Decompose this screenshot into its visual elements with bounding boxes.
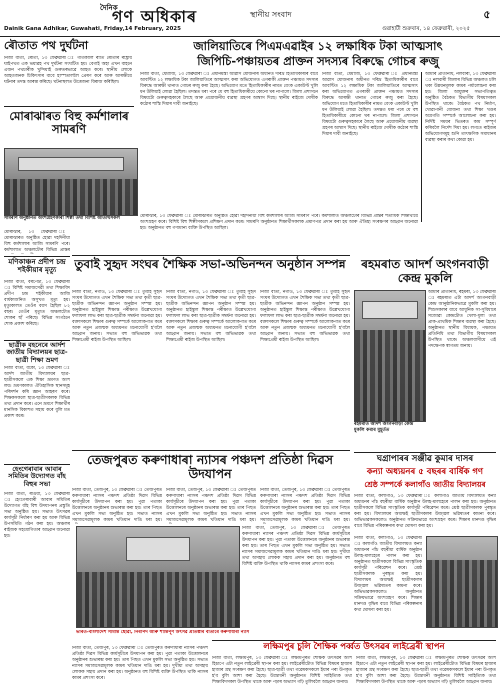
tubai-headline: তুবাই সুহৃদ সংঘৰ শৈক্ষিক সভা-অভিনন্দন অনুষ্ঠান সম্পন্ন [74,257,346,271]
ghograpar-headline: ঘগ্ৰাপাৰৰ সঞ্জীৱ কুমাৰ দাসৰ [376,454,474,464]
workshop-body-cont: মোৰাঝাৰ, ১৩ ফেব্ৰুৱাৰী ঃ মোৰাঝাৰত অনুষ্ঠিত হোৱা দহদিনীয়া বিহু কৰ্মশালাৰ আজি সামৰণি পৰে। কৰ্মশালাত অঞ্চলটোৰ বিভিন্ন প্ৰান্তৰ শতাধিক শিক্ষাৰ্থীয়ে অংশগ্ৰহণ কৰে। বিশিষ্ট বিহু শিল্পীসকলে প্ৰশিক্ষণ প্ৰদান কৰে। সামৰণি অনুষ্ঠানত শিক্ষাৰ্থীসকলক প্ৰমাণপত্ৰ প্ৰদান কৰা হয় আৰু ঐতিহ্য সংৰক্ষণৰ আহ্বান জনোৱা হয়। অনুষ্ঠানত বহু গণ্যমান্য ব্যক্তি উপস্থিত আছিল। [140,214,418,231]
kanya-body-cont: নিজা বাৰ্তা, কলাগাঁও, ১৩ ফেব্ৰুৱাৰী ঃ কলাগাঁও জাতীয় বিদ্যালয়ত কন্যা অধ্যয়নৰ পাঁচ বছৰীয়া বাৰ্ষিক অনুষ্ঠান উলহ-মালহেৰে পালন কৰা হয়। অনুষ্ঠানত ছাত্ৰীসকলে বিভিন্ন সাংস্কৃতিক কাৰ্যসূচী পৰিৱেশন কৰে। শ্ৰেষ্ঠ ছাত্ৰীসকলক পুৰস্কৃত কৰা হয়। বিদ্যালয়ৰ অধ্যক্ষই ছাত্ৰীসকলৰ উজ্জ্বল ভৱিষ্যতৰ কামনা কৰে। অভিভাৱকসকলেও অনুষ্ঠানত সক্ৰিয়ভাৱে অংশগ্ৰহণ কৰে। শিক্ষাৰ মানদণ্ড বৃদ্ধিৰ বাবে বিভিন্ন পৰিকল্পনাৰ কথা ঘোষণা কৰা হয়। [354,536,422,613]
leftcol-a-body: নিজা বাৰ্তা, বৰপেটা, ১৩ ফেব্ৰুৱাৰী ঃ বিশিষ্ট সমাজসেৱী তথা শিক্ষাবিদ প্ৰদীপ চন্দ্ৰ শইকীয়াৰ আজি বাৰ্ধক্যজনিত অসুখত মৃত্যু হয়। মৃত্যুকালত তেওঁৰ বয়স হৈছিল ৮২ বছৰ। তেওঁৰ মৃত্যুত অঞ্চলটোত শোকৰ ছাঁ পৰিছে। বিভিন্ন সংগঠনে শোক প্ৰকাশ কৰিছে। [4,280,70,327]
divider [212,640,496,641]
right-column-body: আমাৰ প্ৰতিনিধি, নলবাৰী, ১৩ ফেব্ৰুৱাৰী ঃ নলবাৰী জিলাৰ বিভিন্ন অঞ্চলত চলি থকা উন্নয়নমূলক কামৰ পৰ্যালোচনা কৰা হয়। জিলা আয়ুক্তৰ সভাপতিত্বত অনুষ্ঠিত বৈঠকত বিভাগীয় বিষয়াসকল উপস্থিত থাকে। বৈঠকত পথ নিৰ্মাণ, খোৱাপানী যোজনা তথা শিক্ষা খণ্ডৰ অগ্ৰগতি সম্পৰ্কে আলোচনা কৰা হয়। নিৰ্দিষ্ট সময়ৰ ভিতৰত কাম সম্পূৰ্ণ কৰিবলৈ নিৰ্দেশ দিয়া হয়। লগতে ৰাইজৰ অভিযোগসমূহ শুনি তাৎক্ষণিক সমাধানৰ ব্যৱস্থা কৰাৰ কথা কোৱা হয়। [425,72,496,143]
leftcol-b-body: নিজা বাৰ্তা, বকো, ১৩ ফেব্ৰুৱাৰী ঃ আৰ্দশ জাতীয় বিদ্যালয়ৰ ছাত্ৰ-ছাত্ৰীসকলে এক শিক্ষা ভ্ৰমণত অংশ লয়। ভ্ৰমণকালত ঐতিহাসিক স্থানসমূহ পৰিদৰ্শন কৰি জ্ঞান আহৰণ কৰে। শিক্ষকসকলে ছাত্ৰ-ছাত্ৰীসকলক বিভিন্ন তথ্য প্ৰদান কৰে। এনে ভ্ৰমণে শিক্ষাৰ্থীৰ মানসিক বিকাশত সহায় কৰে বুলি মত প্ৰকাশ কৰে। [4,366,70,419]
divider [4,256,70,257]
leftcol-b-headline: ছাত্ৰীক বহনেৰে আৰ্দশ জাতীয় বিদ্যালয়ৰ ছাত্ৰ-ছাত্ৰী শিক্ষা ভ্ৰমণ [6,341,68,364]
tejpur-headline: তেজপুৰত কৰুণাধাৰা ন্যাসৰ পঞ্চদশ প্ৰতিষ্ঠা দিৱস উদযাপন [86,452,334,482]
column-divider [421,72,422,222]
tubai-body-cont: নিজা বাৰ্তা, নগাঁও, ১৩ ফেব্ৰুৱাৰী ঃ তুবাই সুহৃদ সংঘৰ উদ্যোগত এখন শৈক্ষিক সভা তথা কৃতী ছাত্ৰ-ছাত্ৰীক অভিনন্দন জ্ঞাপন অনুষ্ঠান সম্পন্ন হয়। অনুষ্ঠানত হাইস্কুল শিক্ষান্ত পৰীক্ষাত উল্লেখযোগ্য ফলাফল লাভ কৰা ছাত্ৰ-ছাত্ৰীক সম্বৰ্ধনা জনোৱা হয়। বক্তাসকলে শিক্ষাৰ গুৰুত্ব সম্পৰ্কে আলোকপাত কৰে আৰু নতুন প্ৰজন্মক অধ্যয়নত মনোযোগী হ'বলৈ আহ্বান জনায়। সভাত বহু অভিভাৱক তথা শিক্ষাপ্ৰেমী ৰাইজ উপস্থিত আছিল। [166,290,256,343]
section-label: স্থানীয় সংবাদ [250,10,292,19]
accident-body: নিজা বাৰ্তা, ৰৌতা, ১৩ ফেব্ৰুৱাৰী ঃ গতিকালি ৰাতি ৰৌতাৰ ৰাষ্ট্ৰীয় ঘাইপথত এক ভয়াৱহ পথ দুৰ্ঘটনা সংঘটিত হয়। বেগাই অহা এখন বাহনে এজন পথচাৰীক খুন্দিয়াই গুৰুতৰভাৱে আহত কৰে। স্থানীয় লোকে আহতজনক চিকিৎসাৰ বাবে হাস্পতাললৈ প্ৰেৰণ কৰে আৰু আৰক্ষীয়ে ঘটনাৰ তদন্ত আৰম্ভ কৰিছে। ঘটনাস্থলত উত্তেজনা বিৰাজ কৰিছিল। [4,56,132,85]
newspaper-title: গণ অধিকাৰ [112,7,197,26]
kanya-headline: কন্যা অধ্যয়নৰ ৫ বছৰৰ বাৰ্ষিক গণ [366,467,484,477]
masthead-prefix: দৈনিক [100,4,118,12]
anganwadi-body: আমাৰ প্ৰতিনিধি, ৰহমৰা, ১৩ ফেব্ৰুৱাৰী ঃ ৰহমৰাত এটা আদৰ্শ অংগনবাড়ী কেন্দ্ৰ আনুষ্ঠানিকভাৱে মুকলি কৰা হয়। শিশুসকলৰ বাবে আধুনিক সা-সুবিধাৰে সজোৱা কেন্দ্ৰটোত খেলা-ধূলা তথা প্ৰাক-প্ৰাথমিক শিক্ষাৰ ব্যৱস্থা কৰা হৈছে। অনুষ্ঠানত স্থানীয় বিধায়ক, পঞ্চায়ত প্ৰতিনিধি তথা বিভাগীয় বিষয়াসকল উপস্থিত থাকে। অঞ্চলবাসীয়ে এই পদক্ষেপক স্বাগতম জনায়। [428,290,496,349]
leftcol-c-headline: হেংগেৰাবাৰ আবাৰ সমিতিৰ উদ্যোগত বাঁহ বিহুৰ সভা [8,465,66,488]
tejpur-caption: ভাৰত-বাংলাদেশ সীমান্ত ছোঁৱা, নিৰাপদ আৰু শান্তিপূৰ্ণ উৎসৱ প্ৰতিষ্ঠাৰ বাৰ্তাৰে কৰুণাধাৰা ন্যাস [76,630,250,635]
jaliyati-headline-2: জিপিচি-পঞ্চায়তৰ প্ৰাক্তন সদস্যৰ বিৰুদ্ধে গোচৰ ৰুজু [197,54,439,68]
library-headline: লক্ষিমপুৰ চুলি শৈক্ষিক পৰ্ব্বত উৎসৱৰ লাইব্ৰেৰী স্থাপন [263,642,445,652]
workshop-headline: মোৰাঝাৰত বিহু কৰ্মশালাৰ সামৰণি [9,109,129,136]
library-body: নিজা বাৰ্তা, লক্ষীমপুৰ, ১৩ ফেব্ৰুৱাৰী ঃ লক্ষীমপুৰত শৈক্ষিক উৎসৱৰ অংশ হিচাপে এটা নতুন লাইব্ৰেৰী স্থাপন কৰা হয়। লাইব্ৰেৰীটোত বিভিন্ন বিষয়ৰ হাজাৰ হাজাৰ গ্ৰন্থ সংৰক্ষণ কৰা হৈছে। ছাত্ৰ-ছাত্ৰী তথা গৱেষকসকলে ইয়াৰ পৰা উপকৃত হ'ব বুলি আশা কৰা হৈছে। উদ্বোধনী অনুষ্ঠানত বিশিষ্ট সাহিত্যিক তথা শিক্ষাবিদসকল উপস্থিত থাকে আৰু পঢ়াৰ অভ্যাস গঢ়ি তুলিবলৈ আহ্বান জনায়। [212,656,352,685]
anganwadi-photo [354,290,426,422]
leftcol-c-body: নিজা বাৰ্তা, ৰঙিয়া, ১৩ ফেব্ৰুৱাৰী ঃ হেংগেৰাবাৰী আবাৰ সমিতিৰ উদ্যোগত বাঁহ বিহু উদযাপনৰ প্ৰস্তুতি সভা অনুষ্ঠিত হয়। সভাত উৎসৱৰ কাৰ্যসূচী নিৰ্ধাৰণ কৰা হয় আৰু বিভিন্ন উপসমিতি গঠন কৰা হয়। অঞ্চলৰ ৰাইজক সহযোগিতাৰ আহ্বান জনোৱা হয়। [4,492,70,539]
library-body-cont: নিজা বাৰ্তা, লক্ষীমপুৰ, ১৩ ফেব্ৰুৱাৰী ঃ লক্ষীমপুৰত শৈক্ষিক উৎসৱৰ অংশ হিচাপে এটা নতুন লাইব্ৰেৰী স্থাপন কৰা হয়। লাইব্ৰেৰীটোত বিভিন্ন বিষয়ৰ হাজাৰ হাজাৰ গ্ৰন্থ সংৰক্ষণ কৰা হৈছে। ছাত্ৰ-ছাত্ৰী তথা গৱেষকসকলে ইয়াৰ পৰা উপকৃত হ'ব বুলি আশা কৰা হৈছে। উদ্বোধনী অনুষ্ঠানত বিশিষ্ট সাহিত্যিক তথা শিক্ষাবিদসকল উপস্থিত থাকে আৰু পঢ়াৰ অভ্যাস গঢ়ি তুলিবলৈ আহ্বান জনায়। [356,656,496,685]
divider [4,106,134,107]
tubai-body-cont-2: নিজা বাৰ্তা, নগাঁও, ১৩ ফেব্ৰুৱাৰী ঃ তুবাই সুহৃদ সংঘৰ উদ্যোগত এখন শৈক্ষিক সভা তথা কৃতী ছাত্ৰ-ছাত্ৰীক অভিনন্দন জ্ঞাপন অনুষ্ঠান সম্পন্ন হয়। অনুষ্ঠানত হাইস্কুল শিক্ষান্ত পৰীক্ষাত উল্লেখযোগ্য ফলাফল লাভ কৰা ছাত্ৰ-ছাত্ৰীক সম্বৰ্ধনা জনোৱা হয়। বক্তাসকলে শিক্ষাৰ গুৰুত্ব সম্পৰ্কে আলোকপাত কৰে আৰু নতুন প্ৰজন্মক অধ্যয়নত মনোযোগী হ'বলৈ আহ্বান জনায়। সভাত বহু অভিভাৱক তথা শিক্ষাপ্ৰেমী ৰাইজ উপস্থিত আছিল। [260,290,350,343]
edition-line: Dainik Gana Adhikar, Guwahati, Friday,14 February, 2025 [4,26,181,32]
jaliyati-body-cont: নিজা বাৰ্তা, ধেমাজি, ১৩ ফেব্ৰুৱাৰী ঃ প্ৰধানমন্ত্ৰী আৱাস যোজনাৰ অধীনত দৰিদ্ৰ হিতাধিকাৰীৰ বাবে আবণ্টিত ১২ লক্ষাধিক টকা জালিয়াতিৰে আত্মসাৎ কৰা অভিযোগত এগৰাকী প্ৰাক্তন পঞ্চায়ত সদস্যৰ বিৰুদ্ধে আৰক্ষী থানাত গোচৰ ৰুজু কৰা হৈছে। অভিযোগ মতে হিতাধিকাৰীৰ নামত বেংক একাউণ্ট খুলি ধন উলিয়াই লোৱা হৈছিল। তদন্তত ধৰা পৰে যে বহু হিতাধিকাৰীয়ে কোনো ঘৰ নাপালে। জিলা প্ৰশাসনে বিষয়টো গুৰুত্বসহকাৰে লৈছে আৰু প্ৰয়োজনীয় ব্যৱস্থা গ্ৰহণৰ আশ্বাস দিছে। স্থানীয় ৰাইজে দোষীক কঠোৰ শাস্তি দিয়াৰ দাবী জনাইছে। [322,72,418,137]
divider [354,452,496,453]
masthead [0,0,500,37]
workshop-photo [4,148,138,216]
kanya-subheadline: শ্ৰেষ্ঠ সম্পৰ্কে কলাগাঁও জাতীয় বিদ্যালয়ৰ [364,480,486,489]
tejpur-body-cont-3: নিজা বাৰ্তা, তেজপুৰ, ১৩ ফেব্ৰুৱাৰী ঃ তেজপুৰত কৰুণাধাৰা ন্যাসৰ পঞ্চদশ প্ৰতিষ্ঠা দিৱস বিভিন্ন কাৰ্যসূচীৰে উদযাপন কৰা হয়। পুৱা পতাকা উত্তোলনৰে অনুষ্ঠানৰ শুভাৰম্ভ কৰা হয়। তাৰ পিছত এখন মুকলি সভা অনুষ্ঠিত হয়। সভাত ন্যাসৰ সমাজসেৱামূলক কামৰ খতিয়ান দাঙি ধৰা হয়। দুখীয়া তথা অসহায় লোকক সহায় প্ৰদান কৰা হয়। অনুষ্ঠানত বহু বিশিষ্ট ব্যক্তি উপস্থিত থাকি ন্যাসৰ কামৰ প্ৰশংসা কৰে। [242,526,350,567]
kanya-photo [426,536,498,628]
divider [72,255,350,256]
workshop-body: মোৰাঝাৰ, ১৩ ফেব্ৰুৱাৰী ঃ মোৰাঝাৰত অনুষ্ঠিত হোৱা দহদিনীয়া বিহু কৰ্মশালাৰ আজি সামৰণি পৰে। কৰ্মশালাত অঞ্চলটোৰ বিভিন্ন প্ৰান্তৰ [4,230,70,253]
workshop-caption: সামৰণি অনুষ্ঠানত অংশগ্ৰহণকাৰী শিল্পী তথা বিশিষ্ট অতিথিসকল [4,216,120,221]
page-number: ৫ [483,8,491,21]
tejpur-body-cont-4: নিজা বাৰ্তা, তেজপুৰ, ১৩ ফেব্ৰুৱাৰী ঃ তেজপুৰত কৰুণাধাৰা ন্যাসৰ পঞ্চদশ প্ৰতিষ্ঠা দিৱস বিভিন্ন কাৰ্যসূচীৰে উদযাপন কৰা হয়। পুৱা পতাকা উত্তোলনৰে অনুষ্ঠানৰ শুভাৰম্ভ কৰা হয়। তাৰ পিছত এখন মুকলি সভা অনুষ্ঠিত হয়। সভাত ন্যাসৰ সমাজসেৱামূলক কামৰ খতিয়ান দাঙি ধৰা হয়। দুখীয়া তথা অসহায় লোকক সহায় প্ৰদান কৰা হয়। অনুষ্ঠানত বহু বিশিষ্ট ব্যক্তি উপস্থিত থাকি ন্যাসৰ কামৰ প্ৰশংসা কৰে। [72,646,208,681]
leftcol-a-headline: মণিকাঞ্চন প্ৰদীপ চন্দ্ৰ শইকীয়াৰ মৃত্যু [8,258,66,275]
divider [72,450,350,451]
tejpur-body-cont: নিজা বাৰ্তা, তেজপুৰ, ১৩ ফেব্ৰুৱাৰী ঃ তেজপুৰত কৰুণাধাৰা ন্যাসৰ পঞ্চদশ প্ৰতিষ্ঠা দিৱস বিভিন্ন কাৰ্যসূচীৰে উদযাপন কৰা হয়। পুৱা পতাকা উত্তোলনৰে অনুষ্ঠানৰ শুভাৰম্ভ কৰা হয়। তাৰ পিছত এখন মুকলি সভা অনুষ্ঠিত হয়। সভাত ন্যাসৰ সমাজসেৱামূলক কামৰ খতিয়ান দাঙি ধৰা হয়। [166,488,256,523]
tubai-body: নিজা বাৰ্তা, নগাঁও, ১৩ ফেব্ৰুৱাৰী ঃ তুবাই সুহৃদ সংঘৰ উদ্যোগত এখন শৈক্ষিক সভা তথা কৃতী ছাত্ৰ-ছাত্ৰীক অভিনন্দন জ্ঞাপন অনুষ্ঠান সম্পন্ন হয়। অনুষ্ঠানত হাইস্কুল শিক্ষান্ত পৰীক্ষাত উল্লেখযোগ্য ফলাফল লাভ কৰা ছাত্ৰ-ছাত্ৰীক সম্বৰ্ধনা জনোৱা হয়। বক্তাসকলে শিক্ষাৰ গুৰুত্ব সম্পৰ্কে আলোকপাত কৰে আৰু নতুন প্ৰজন্মক অধ্যয়নত মনোযোগী হ'বলৈ আহ্বান জনায়। সভাত বহু অভিভাৱক তথা শিক্ষাপ্ৰেমী ৰাইজ উপস্থিত আছিল। [72,290,162,343]
accident-headline: ৰৌতাত পথ দুৰ্ঘটনা [4,39,89,52]
tejpur-body-cont-2: নিজা বাৰ্তা, তেজপুৰ, ১৩ ফেব্ৰুৱাৰী ঃ তেজপুৰত কৰুণাধাৰা ন্যাসৰ পঞ্চদশ প্ৰতিষ্ঠা দিৱস বিভিন্ন কাৰ্যসূচীৰে উদযাপন কৰা হয়। পুৱা পতাকা উত্তোলনৰে অনুষ্ঠানৰ শুভাৰম্ভ কৰা হয়। তাৰ পিছত এখন মুকলি সভা অনুষ্ঠিত হয়। সভাত ন্যাসৰ সমাজসেৱামূলক কামৰ খতিয়ান দাঙি ধৰা হয়। [260,488,350,523]
anganwadi-caption: ৰহমৰাত আদৰ্শ অংগনবাড়ী কেন্দ্ৰ মুকলি কৰাৰ মুহূৰ্তত [354,422,414,433]
kanya-body: নিজা বাৰ্তা, কলাগাঁও, ১৩ ফেব্ৰুৱাৰী ঃ কলাগাঁও জাতীয় বিদ্যালয়ত কন্যা অধ্যয়নৰ পাঁচ বছৰীয়া বাৰ্ষিক অনুষ্ঠান উলহ-মালহেৰে পালন কৰা হয়। অনুষ্ঠানত ছাত্ৰীসকলে বিভিন্ন সাংস্কৃতিক কাৰ্যসূচী পৰিৱেশন কৰে। শ্ৰেষ্ঠ ছাত্ৰীসকলক পুৰস্কৃত কৰা হয়। বিদ্যালয়ৰ অধ্যক্ষই ছাত্ৰীসকলৰ উজ্জ্বল ভৱিষ্যতৰ কামনা কৰে। অভিভাৱকসকলেও অনুষ্ঠানত সক্ৰিয়ভাৱে অংশগ্ৰহণ কৰে। শিক্ষাৰ মানদণ্ড বৃদ্ধিৰ বাবে বিভিন্ন পৰিকল্পনাৰ কথা ঘোষণা কৰা হয়। [354,494,496,529]
jaliyati-headline-1: জালিয়াতিৰে পিএমএৱাইৰ ১২ লক্ষাধিক টকা আত্মসাৎ [193,39,443,53]
anganwadi-headline: ৰহমৰাত আদৰ্শ অংগনবাড়ী কেন্দ্ৰ মুকলি [361,257,489,285]
jaliyati-body: নিজা বাৰ্তা, ধেমাজি, ১৩ ফেব্ৰুৱাৰী ঃ প্ৰধানমন্ত্ৰী আৱাস যোজনাৰ অধীনত দৰিদ্ৰ হিতাধিকাৰীৰ বাবে আবণ্টিত ১২ লক্ষাধিক টকা জালিয়াতিৰে আত্মসাৎ কৰা অভিযোগত এগৰাকী প্ৰাক্তন পঞ্চায়ত সদস্যৰ বিৰুদ্ধে আৰক্ষী থানাত গোচৰ ৰুজু কৰা হৈছে। অভিযোগ মতে হিতাধিকাৰীৰ নামত বেংক একাউণ্ট খুলি ধন উলিয়াই লোৱা হৈছিল। তদন্তত ধৰা পৰে যে বহু হিতাধিকাৰীয়ে কোনো ঘৰ নাপালে। জিলা প্ৰশাসনে বিষয়টো গুৰুত্বসহকাৰে লৈছে আৰু প্ৰয়োজনীয় ব্যৱস্থা গ্ৰহণৰ আশ্বাস দিছে। স্থানীয় ৰাইজে দোষীক কঠোৰ শাস্তি দিয়াৰ দাবী জনাইছে। [140,72,318,107]
date-line: গুৱাহাটী শুক্ৰবাৰ, ১৪ ফেব্ৰুৱাৰী, ২০২৫ [381,26,470,32]
tejpur-body: নিজা বাৰ্তা, তেজপুৰ, ১৩ ফেব্ৰুৱাৰী ঃ তেজপুৰত কৰুণাধাৰা ন্যাসৰ পঞ্চদশ প্ৰতিষ্ঠা দিৱস বিভিন্ন কাৰ্যসূচীৰে উদযাপন কৰা হয়। পুৱা পতাকা উত্তোলনৰে অনুষ্ঠানৰ শুভাৰম্ভ কৰা হয়। তাৰ পিছত এখন মুকলি সভা অনুষ্ঠিত হয়। সভাত ন্যাসৰ সমাজসেৱামূলক কামৰ খতিয়ান দাঙি ধৰা হয়। [72,488,162,523]
tejpur-photo [76,526,240,628]
